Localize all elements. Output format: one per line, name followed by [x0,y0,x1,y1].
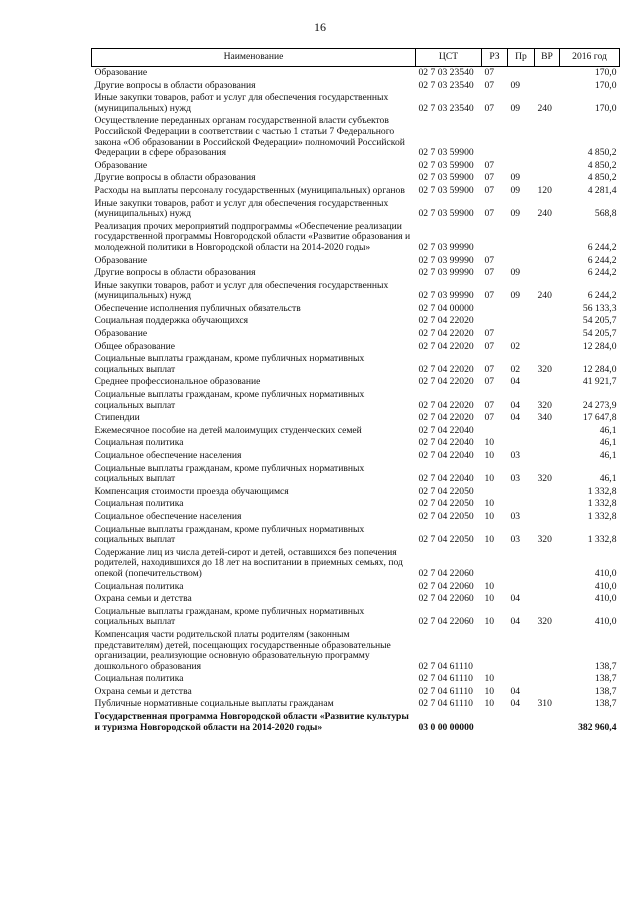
cell-cst: 02 7 03 23540 [418,67,474,78]
cell-rz: 07 [484,208,495,220]
table-row [92,524,620,547]
cell-name: Иные закупки товаров, работ и услуг для обеспечения государственных (муниципальных) нужд [94,92,389,114]
cell-vr [535,303,560,316]
cell-pr: 04 [510,685,521,697]
cell-pr: 04 [510,376,521,388]
cell-rz [482,486,508,499]
cell-pr: 09 [510,267,521,279]
cell-pr: 03 [510,534,521,546]
cell-sum: 410,0 [594,580,617,592]
cell-cst: 02 7 04 22050 [418,485,474,497]
table-row [92,389,620,412]
cell-cst: 02 7 04 61110 [418,673,473,685]
cell-rz: 10 [484,473,495,485]
cell-name: Реализация прочих мероприятий подпрограммы «Обеспечение реализации государственной программы Новгородской области «Развитие образования и молодежной политики в Новгородской области на 2014-2020 годы» [94,220,411,253]
cell-rz [482,115,508,159]
cell-cst: 02 7 03 59900 [418,172,474,184]
cell-pr: 09 [510,184,521,196]
table-row [92,67,620,80]
cell-pr [508,486,535,499]
cell-cst: 02 7 03 99990 [418,267,474,279]
cell-name: Расходы на выплаты персоналу государственных (муниципальных) органов [94,184,405,196]
cell-vr [535,711,560,734]
table-body [92,67,620,735]
cell-vr [535,547,560,581]
header-pr: Пр [508,49,535,67]
cell-name: Социальная поддержка обучающихся [94,315,249,327]
cell-rz: 07 [484,159,495,171]
table-row [92,303,620,316]
cell-sum: 6 244,2 [587,267,617,279]
cell-cst: 02 7 04 22020 [418,412,474,424]
cell-sum: 46,1 [599,473,617,485]
table-row [92,267,620,280]
cell-rz: 10 [484,673,495,685]
header-year: 2016 год [560,49,620,67]
cell-cst: 02 7 04 00000 [418,302,474,314]
cell-name: Социальные выплаты гражданам, кроме публичных нормативных социальных выплат [94,523,365,546]
cell-pr: 04 [510,698,521,710]
cell-cst: 02 7 04 61110 [418,660,473,672]
table-row [92,115,620,159]
cell-pr [508,221,535,255]
cell-pr [508,425,535,438]
cell-sum: 6 244,2 [587,254,617,266]
table-row [92,412,620,425]
cell-pr: 04 [510,616,521,628]
table-row [92,486,620,499]
cell-vr: 310 [537,698,552,710]
cell-cst: 02 7 04 22040 [418,473,474,485]
cell-pr [508,711,535,734]
cell-name: Социальные выплаты гражданам, кроме публичных нормативных социальных выплат [94,353,365,375]
table-row [92,221,620,255]
table-row [92,425,620,438]
cell-name: Обеспечение исполнения публичных обязательств [94,302,301,314]
cell-sum: 138,7 [594,660,617,672]
cell-sum: 170,0 [594,79,617,91]
table-row [92,353,620,376]
cell-sum: 568,8 [594,208,617,220]
table-row [92,341,620,354]
cell-pr: 03 [510,450,521,461]
cell-sum: 410,0 [594,567,617,579]
header-vr: ВР [535,49,560,67]
cell-cst: 02 7 03 99990 [418,254,474,266]
cell-sum: 56 133,3 [582,302,617,314]
cell-vr [535,80,560,93]
cell-cst: 02 7 03 99990 [418,241,474,253]
cell-vr [535,629,560,673]
table-row [92,315,620,328]
cell-cst: 02 7 04 22050 [418,498,474,510]
cell-vr [535,341,560,354]
cell-vr [535,267,560,280]
cell-rz [482,629,508,673]
cell-name: Иные закупки товаров, работ и услуг для обеспечения государственных (муниципальных) нужд [94,197,389,220]
cell-pr [508,547,535,581]
cell-vr: 340 [537,412,552,424]
cell-rz: 07 [484,376,495,388]
cell-rz [482,303,508,316]
cell-name: Содержание лиц из числа детей-сирот и детей, оставшихся без попечения родителей, находившихся до 18 лет на воспитании в приемных семьях, под опекой (попечительством) [94,546,403,579]
cell-rz: 07 [484,67,495,78]
cell-vr: 120 [537,184,552,196]
cell-pr [508,67,535,80]
cell-pr [508,328,535,341]
cell-cst: 02 7 04 22020 [418,315,474,327]
cell-rz: 10 [484,437,495,449]
cell-rz: 07 [484,363,495,375]
cell-name: Компенсация части родительской платы родителям (законным представителям) детей, посещающих государственные образовательные организации, реализующие основную образовательную программу дошкольного образования [94,628,391,672]
cell-name: Стипендии [94,412,140,424]
cell-cst: 02 7 04 22020 [418,340,474,352]
cell-rz: 07 [484,340,495,352]
cell-vr: 320 [537,473,552,485]
table-row [92,450,620,463]
cell-sum: 41 921,7 [582,376,617,388]
cell-name: Социальная политика [94,498,184,510]
cell-rz [482,711,508,734]
table-row [92,511,620,524]
cell-rz: 10 [484,685,495,697]
cell-pr: 09 [510,102,521,114]
cell-sum: 1 332,8 [587,510,617,522]
cell-rz: 10 [484,498,495,510]
header-rz: РЗ [482,49,508,67]
cell-rz: 07 [484,79,495,91]
page-number: 16 [314,20,326,34]
cell-pr: 04 [510,399,521,411]
cell-name: Социальное обеспечение населения [94,450,242,461]
cell-sum: 1 332,8 [587,498,617,510]
cell-vr [535,686,560,699]
cell-pr: 09 [510,208,521,220]
cell-vr [535,160,560,173]
cell-cst: 02 7 04 22060 [418,593,474,605]
cell-sum: 12 284,0 [582,363,617,375]
table-row [92,328,620,341]
table-row [92,606,620,629]
cell-pr [508,315,535,328]
cell-vr [535,221,560,255]
cell-vr [535,437,560,450]
cell-cst: 02 7 04 22040 [418,424,474,436]
cell-name: Социальные выплаты гражданам, кроме публичных нормативных социальных выплат [94,605,365,628]
cell-rz: 10 [484,616,495,628]
cell-sum: 170,0 [594,102,617,114]
cell-cst: 02 7 03 59900 [418,159,474,171]
table-row [92,80,620,93]
cell-sum: 6 244,2 [587,290,617,302]
cell-vr: 320 [537,399,552,411]
cell-pr: 03 [510,510,521,522]
cell-pr [508,160,535,173]
cell-pr: 09 [510,172,521,184]
cell-vr: 320 [537,363,552,375]
cell-vr: 320 [537,616,552,628]
cell-vr [535,328,560,341]
cell-sum: 138,7 [594,673,617,685]
table-row [92,711,620,734]
cell-rz: 07 [484,102,495,114]
cell-sum: 1 332,8 [587,485,617,497]
cell-sum: 138,7 [594,685,617,697]
cell-cst: 02 7 04 61110 [418,685,473,697]
cell-name: Другие вопросы в области образования [94,172,256,184]
table-row [92,255,620,268]
cell-sum: 4 850,2 [587,159,617,171]
table-row [92,547,620,581]
cell-vr [535,115,560,159]
cell-cst: 02 7 04 22020 [418,363,474,375]
cell-name: Иные закупки товаров, работ и услуг для обеспечения государственных (муниципальных) нужд [94,279,389,302]
cell-vr [535,172,560,185]
cell-sum: 170,0 [594,67,617,78]
cell-cst: 02 7 03 59900 [418,208,474,220]
cell-name: Образование [94,67,148,78]
cell-pr: 09 [510,79,521,91]
cell-name: Среднее профессиональное образование [94,376,261,388]
table-row [92,498,620,511]
cell-pr [508,437,535,450]
cell-cst: 02 7 04 22040 [418,450,474,461]
cell-pr [508,303,535,316]
cell-vr [535,581,560,594]
cell-pr: 02 [510,363,521,375]
cell-vr [535,315,560,328]
cell-cst: 02 7 03 23540 [418,79,474,91]
cell-vr [535,498,560,511]
cell-cst: 02 7 04 22050 [418,510,474,522]
cell-vr [535,593,560,606]
cell-pr: 04 [510,412,521,424]
cell-rz: 07 [484,328,495,340]
cell-name: Образование [94,159,148,171]
cell-sum: 138,7 [594,698,617,710]
cell-rz [482,315,508,328]
table-row [92,686,620,699]
cell-sum: 12 284,0 [582,340,617,352]
cell-rz: 07 [484,290,495,302]
cell-name: Социальные выплаты гражданам, кроме публичных нормативных социальных выплат [94,462,365,485]
table-row [92,698,620,711]
cell-sum: 410,0 [594,593,617,605]
cell-rz: 10 [484,698,495,710]
cell-rz: 10 [484,593,495,605]
cell-name: Общее образование [94,340,176,352]
cell-sum: 4 281,4 [587,184,617,196]
cell-vr [535,486,560,499]
header-name: Наименование [92,49,416,67]
cell-rz: 07 [484,267,495,279]
cell-sum: 4 850,2 [587,172,617,184]
cell-rz: 10 [484,450,495,461]
cell-name: Социальные выплаты гражданам, кроме публичных нормативных социальных выплат [94,389,365,411]
cell-name: Компенсация стоимости проезда обучающимся [94,485,289,497]
cell-name: Образование [94,254,148,266]
cell-pr [508,581,535,594]
cell-rz: 07 [484,412,495,424]
cell-cst: 02 7 04 22040 [418,437,474,449]
cell-rz: 07 [484,399,495,411]
cell-cst: 02 7 04 22060 [418,616,474,628]
cell-rz: 07 [484,184,495,196]
table-row [92,593,620,606]
cell-cst: 02 7 03 23540 [418,102,474,114]
cell-cst: 02 7 04 22020 [418,399,474,411]
cell-rz: 07 [484,254,495,266]
table-row [92,463,620,486]
cell-name: Социальное обеспечение населения [94,510,242,522]
cell-rz: 10 [484,534,495,546]
cell-sum: 54 205,7 [582,315,617,327]
cell-cst: 03 0 00 00000 [418,721,474,733]
table-row [92,581,620,594]
table-header-row [92,49,620,67]
cell-name: Другие вопросы в области образования [94,79,256,91]
cell-vr [535,376,560,389]
table-row [92,92,620,115]
cell-rz [482,425,508,438]
cell-sum: 17 647,8 [582,412,617,424]
table-row [92,376,620,389]
cell-name: Ежемесячное пособие на детей малоимущих студенческих семей [94,424,362,436]
cell-pr [508,115,535,159]
table-row [92,172,620,185]
cell-pr [508,673,535,686]
cell-sum: 46,1 [599,424,617,436]
table-row [92,629,620,673]
cell-cst: 02 7 04 22060 [418,567,474,579]
cell-sum: 24 273,9 [582,399,617,411]
cell-vr [535,511,560,524]
table-row [92,673,620,686]
cell-rz [482,221,508,255]
cell-vr [535,67,560,80]
cell-vr: 240 [537,102,552,114]
cell-vr: 240 [537,208,552,220]
cell-rz: 07 [484,172,495,184]
cell-pr: 03 [510,473,521,485]
table-row [92,437,620,450]
table-row [92,198,620,221]
cell-sum: 1 332,8 [587,534,617,546]
cell-pr: 04 [510,593,521,605]
cell-sum: 54 205,7 [582,328,617,340]
cell-vr: 320 [537,534,552,546]
cell-pr [508,498,535,511]
cell-name: Осуществление переданных органам государственной власти субъектов Российской Федерации в соответствии с частью 1 статьи 7 Федерального закона «Об образовании в Российской Федерации» полномочий Российской Федерации в сфере образования [94,115,405,159]
cell-name: Государственная программа Новгородской области «Развитие культуры и туризма Новгородской области на 2014-2020 годы» [94,711,409,733]
cell-name: Охрана семьи и детства [94,593,192,605]
cell-cst: 02 7 04 61110 [418,698,473,710]
cell-vr: 240 [537,290,552,302]
cell-pr [508,255,535,268]
header-cst: ЦСТ [416,49,482,67]
cell-cst: 02 7 03 59900 [418,184,474,196]
cell-sum: 46,1 [599,450,617,461]
cell-pr: 09 [510,290,521,302]
cell-cst: 02 7 04 22060 [418,580,474,592]
cell-name: Социальная политика [94,673,184,685]
cell-cst: 02 7 04 22020 [418,376,474,388]
cell-sum: 46,1 [599,437,617,449]
cell-cst: 02 7 04 22050 [418,534,474,546]
cell-name: Социальная политика [94,580,184,592]
cell-pr [508,629,535,673]
cell-cst: 02 7 03 59900 [418,147,474,159]
cell-sum: 4 850,2 [587,147,617,159]
cell-name: Образование [94,328,148,340]
cell-cst: 02 7 04 22020 [418,328,474,340]
cell-vr [535,673,560,686]
cell-vr [535,450,560,463]
cell-pr: 02 [510,340,521,352]
cell-sum: 410,0 [594,616,617,628]
cell-vr [535,425,560,438]
cell-rz [482,547,508,581]
table-row [92,280,620,303]
cell-name: Социальная политика [94,437,184,449]
budget-table [91,48,620,734]
cell-cst: 02 7 03 99990 [418,290,474,302]
cell-name: Охрана семьи и детства [94,685,192,697]
cell-sum: 6 244,2 [587,241,617,253]
cell-rz: 10 [484,580,495,592]
table-row [92,160,620,173]
cell-sum: 382 960,4 [578,721,617,733]
table-row [92,185,620,198]
cell-vr [535,255,560,268]
cell-name: Публичные нормативные социальные выплаты гражданам [94,698,334,710]
cell-name: Другие вопросы в области образования [94,267,256,279]
cell-rz: 10 [484,510,495,522]
